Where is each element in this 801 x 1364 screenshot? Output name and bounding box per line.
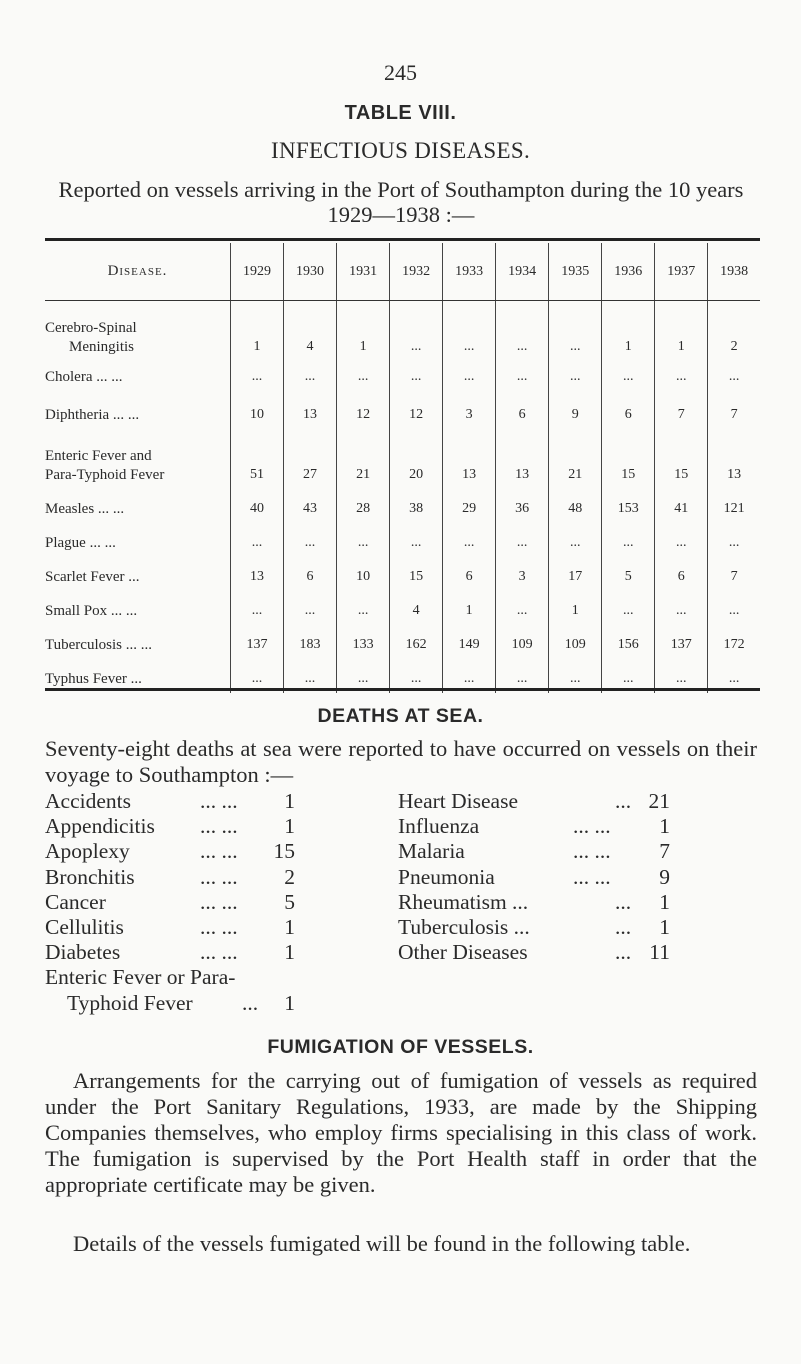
disease-name-line: Plague ... ... [45, 534, 116, 551]
table-cell: 13 [443, 429, 496, 489]
leader-dots: ... ... [573, 864, 611, 889]
header-disease: Disease. [45, 243, 231, 301]
table-cell: 137 [231, 625, 284, 659]
table-cell: ... [443, 523, 496, 557]
table-cell: ... [390, 523, 443, 557]
table-row [45, 489, 760, 523]
table-row [45, 301, 760, 361]
table-cell: 40 [231, 489, 284, 523]
fumigation-title: FUMIGATION OF VESSELS. [267, 1036, 534, 1058]
table-cell: ... [284, 361, 337, 391]
death-cause-name: Appendicitis [45, 814, 155, 839]
fumigation-paragraph-2: Details of the vessels fumigated will be found in the following table. [73, 1231, 691, 1256]
death-cause-name: Pneumonia [398, 864, 495, 889]
table-cell: 1 [231, 301, 284, 361]
table-cell: ... [655, 523, 708, 557]
disease-name [45, 301, 231, 361]
fumigation-paragraph-1: Arrangements for the carrying out of fumigation of vessels as required under the Port Sanitary Regulations, 1933, are made by the Shipping Companies themselves, who employ firms specialising in this class of work. The fumigation is supervised by the Port Health staff in order that the appropriate certificate may be given. [45, 1068, 757, 1197]
death-cause-name: Tuberculosis ... [398, 915, 530, 939]
table-cell: 38 [390, 489, 443, 523]
table-cell: 6 [443, 557, 496, 591]
table-cell: 4 [390, 591, 443, 625]
table-cell: 153 [602, 489, 655, 523]
table-row [45, 523, 760, 557]
table-row [45, 625, 760, 659]
disease-name-line: Tuberculosis ... ... [45, 636, 152, 653]
leader-dots: ... ... [200, 789, 238, 813]
table-cell: ... [602, 361, 655, 391]
table-cell: ... [390, 301, 443, 361]
disease-name-line: Measles ... ... [45, 500, 125, 517]
table-cell: 4 [284, 301, 337, 361]
table-cell: 10 [231, 391, 284, 429]
table-cell: 12 [337, 391, 390, 429]
leader-dots: ... ... [200, 864, 238, 889]
disease-name-line: Meningitis [69, 338, 135, 355]
table-cell: 149 [443, 625, 496, 659]
table-cell: 6 [602, 391, 655, 429]
death-cause-row [45, 915, 760, 940]
table-cell: 15 [390, 557, 443, 591]
disease-name [45, 391, 231, 429]
table-cell: 133 [337, 625, 390, 659]
death-count: 11 [649, 940, 670, 965]
table-cell: 3 [443, 391, 496, 429]
death-cause-name: Other Diseases [398, 940, 528, 965]
death-cause-name: Cellulitis [45, 915, 124, 939]
table-row [45, 591, 760, 625]
table-title: TABLE VIII. [344, 102, 457, 124]
disease-name-line: Cerebro-Spinal [45, 319, 137, 336]
death-cause-name: Heart Disease [398, 789, 518, 813]
table-cell: ... [337, 523, 390, 557]
table-cell: 137 [655, 625, 708, 659]
death-count: 1 [284, 814, 295, 839]
death-count: 1 [659, 889, 670, 914]
header-year: 1935 [549, 243, 602, 301]
death-count: 1 [284, 990, 295, 1015]
table-cell: ... [602, 659, 655, 693]
death-cause-name: Diabetes [45, 940, 121, 965]
header-year: 1931 [337, 243, 390, 301]
table-row [45, 429, 760, 489]
table-cell: 121 [708, 489, 760, 523]
table-cell: ... [496, 523, 549, 557]
table-cell: ... [390, 659, 443, 693]
death-cause-row [45, 814, 760, 839]
death-count: 7 [659, 839, 670, 864]
death-cause-row [45, 865, 760, 890]
table-cell: ... [602, 523, 655, 557]
table-cell: 1 [602, 301, 655, 361]
table-cell: 43 [284, 489, 337, 523]
header-year: 1930 [284, 243, 337, 301]
table-cell: 156 [602, 625, 655, 659]
table-cell: ... [284, 659, 337, 693]
leader-dots: ... [615, 789, 632, 813]
page-number: 245 [384, 60, 417, 85]
table-cell: 13 [231, 557, 284, 591]
table-cell: 9 [549, 391, 602, 429]
table-cell: ... [284, 591, 337, 625]
table-cell: ... [602, 591, 655, 625]
table-cell: ... [231, 591, 284, 625]
table-cell: ... [708, 591, 760, 625]
table-cell: 7 [708, 557, 760, 591]
table-cell: 172 [708, 625, 760, 659]
death-cause-name: Bronchitis [45, 864, 135, 889]
table-intro: Reported on vessels arriving in the Port of Southampton during the 10 years 1929—1938 :— [58, 177, 744, 227]
table-cell: ... [337, 361, 390, 391]
disease-name-line: Small Pox ... ... [45, 602, 138, 619]
leader-dots: ... ... [573, 814, 611, 839]
table-cell: ... [496, 301, 549, 361]
disease-name [45, 361, 231, 391]
table-bottom-rule [45, 688, 760, 691]
death-cause-row [45, 991, 760, 1016]
death-count: 1 [284, 940, 295, 965]
table-cell: ... [708, 361, 760, 391]
death-count: 1 [659, 915, 670, 939]
table-cell: ... [549, 523, 602, 557]
disease-name [45, 557, 231, 591]
table-row [45, 361, 760, 391]
disease-name [45, 591, 231, 625]
table-cell: ... [231, 361, 284, 391]
death-count: 1 [659, 814, 670, 839]
table-cell: ... [231, 523, 284, 557]
disease-name-line: Scarlet Fever ... [45, 568, 140, 585]
table-cell: ... [655, 659, 708, 693]
leader-dots: ... ... [200, 915, 238, 939]
table-cell: 6 [496, 391, 549, 429]
table-cell: 1 [549, 591, 602, 625]
table-cell: ... [337, 659, 390, 693]
disease-name [45, 625, 231, 659]
leader-dots: ... [242, 990, 259, 1015]
table-cell: 7 [655, 391, 708, 429]
death-cause-name: Enteric Fever or Para- [45, 965, 236, 990]
table-cell: ... [549, 301, 602, 361]
death-cause-name: Influenza [398, 814, 480, 839]
table-cell: ... [549, 659, 602, 693]
death-cause-row [45, 965, 760, 990]
table-cell: ... [496, 659, 549, 693]
table-cell: 3 [496, 557, 549, 591]
table-cell: 1 [655, 301, 708, 361]
table-top-rule [45, 238, 760, 241]
death-cause-row [45, 839, 760, 864]
table-cell: 13 [496, 429, 549, 489]
disease-name-line: Enteric Fever and [45, 447, 152, 464]
table-cell: ... [443, 659, 496, 693]
death-count: 9 [659, 864, 670, 889]
table-cell: 20 [390, 429, 443, 489]
death-cause-name: Rheumatism ... [398, 889, 529, 914]
table-cell: 36 [496, 489, 549, 523]
table-cell: 28 [337, 489, 390, 523]
leader-dots: ... ... [200, 940, 238, 965]
death-cause-name: Cancer [45, 889, 106, 914]
table-cell: 27 [284, 429, 337, 489]
table-cell: 1 [337, 301, 390, 361]
table-cell: 15 [655, 429, 708, 489]
table-cell: ... [231, 659, 284, 693]
header-year: 1937 [655, 243, 708, 301]
table-cell: 1 [443, 591, 496, 625]
table-cell: ... [496, 361, 549, 391]
death-cause-name: Apoplexy [45, 839, 130, 864]
table-cell: 6 [284, 557, 337, 591]
table-cell: 41 [655, 489, 708, 523]
table-cell: 48 [549, 489, 602, 523]
disease-name [45, 429, 231, 489]
death-cause-name: Accidents [45, 789, 131, 813]
table-header-row [45, 243, 760, 301]
table-cell: ... [549, 361, 602, 391]
table-cell: 7 [708, 391, 760, 429]
table-cell: ... [655, 591, 708, 625]
table-cell: 17 [549, 557, 602, 591]
table-cell: 109 [549, 625, 602, 659]
disease-name-line: Para-Typhoid Fever [45, 466, 165, 483]
deaths-intro: Seventy-eight deaths at sea were reported to have occurred on vessels on their voyage to Southampton :— [45, 736, 757, 787]
table-cell: 21 [549, 429, 602, 489]
table-cell: 6 [655, 557, 708, 591]
header-year: 1933 [443, 243, 496, 301]
disease-name-line: Typhus Fever ... [45, 670, 142, 687]
table-cell: 183 [284, 625, 337, 659]
disease-name [45, 523, 231, 557]
leader-dots: ... ... [200, 814, 238, 839]
table-cell: 2 [708, 301, 760, 361]
deaths-title: DEATHS AT SEA. [317, 705, 484, 727]
table-cell: ... [443, 361, 496, 391]
disease-name-line: Cholera ... ... [45, 368, 123, 385]
header-year: 1929 [231, 243, 284, 301]
header-year: 1938 [708, 243, 760, 301]
death-count: 5 [284, 889, 295, 914]
table-cell: ... [708, 659, 760, 693]
death-cause-row [45, 789, 760, 814]
header-year: 1936 [602, 243, 655, 301]
table-subtitle: INFECTIOUS DISEASES. [270, 138, 531, 163]
table-cell: ... [284, 523, 337, 557]
table-cell: 162 [390, 625, 443, 659]
table-cell: 12 [390, 391, 443, 429]
death-count: 1 [284, 915, 295, 939]
table-cell: 13 [708, 429, 760, 489]
disease-name [45, 489, 231, 523]
table-cell: 51 [231, 429, 284, 489]
infectious-diseases-table [45, 243, 760, 693]
table-cell: 21 [337, 429, 390, 489]
leader-dots: ... ... [573, 839, 611, 864]
table-cell: ... [390, 361, 443, 391]
table-row [45, 391, 760, 429]
table-cell: 10 [337, 557, 390, 591]
death-count: 15 [273, 839, 295, 864]
leader-dots: ... [615, 889, 632, 914]
table-row [45, 557, 760, 591]
leader-dots: ... ... [200, 889, 238, 914]
death-cause-name: Typhoid Fever [67, 990, 193, 1015]
disease-name-line: Diphtheria ... ... [45, 406, 140, 423]
table-cell: 5 [602, 557, 655, 591]
table-cell: 13 [284, 391, 337, 429]
table-cell: 29 [443, 489, 496, 523]
table-cell: 15 [602, 429, 655, 489]
leader-dots: ... [615, 915, 632, 939]
leader-dots: ... [615, 940, 632, 965]
table-cell: ... [655, 361, 708, 391]
death-cause-row [45, 890, 760, 915]
death-count: 1 [284, 789, 295, 813]
death-count: 21 [648, 789, 670, 813]
table-cell: ... [337, 591, 390, 625]
death-cause-row [45, 940, 760, 965]
table-cell: 109 [496, 625, 549, 659]
leader-dots: ... ... [200, 839, 238, 864]
death-count: 2 [284, 864, 295, 889]
table-cell: ... [443, 301, 496, 361]
table-cell: ... [496, 591, 549, 625]
death-cause-name: Malaria [398, 839, 465, 864]
header-year: 1932 [390, 243, 443, 301]
header-year: 1934 [496, 243, 549, 301]
table-cell: ... [708, 523, 760, 557]
